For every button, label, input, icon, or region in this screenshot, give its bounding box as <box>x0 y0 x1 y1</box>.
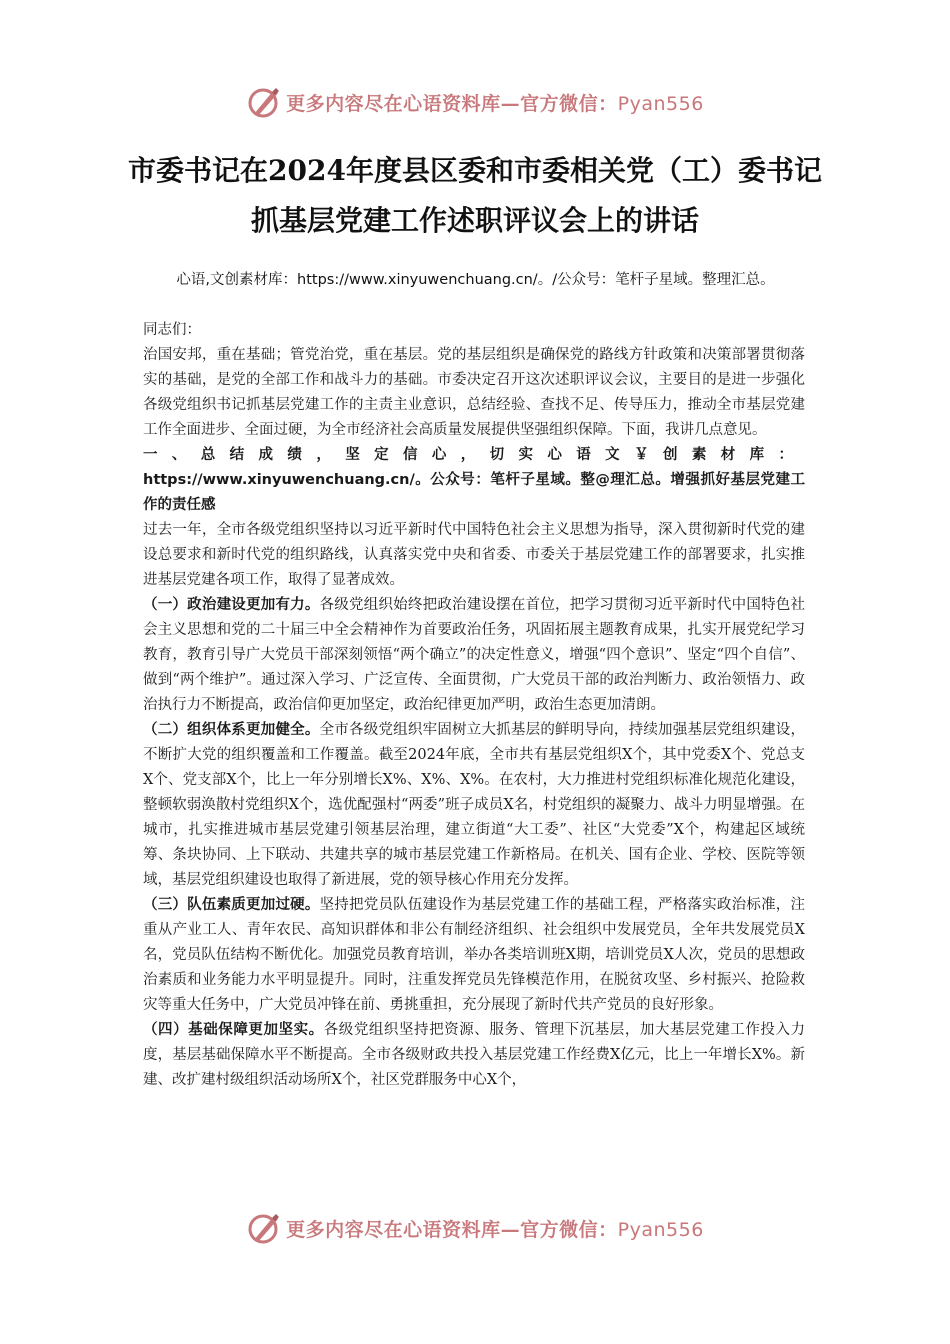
pen-logo-icon <box>246 1210 282 1246</box>
item-paragraph <box>143 718 805 893</box>
item-text: 各级党组织坚持把资源、服务、管理下沉基层，加大基层党建工作投入力度，基层基础保障水平不断提高。全市各级财政共投入基层党建工作经费X亿元，比上一年增长X%。新建、改扩建村级组织活动场所X个，社区党群服务中心X个， <box>143 1022 806 1088</box>
header-banner <box>0 80 950 124</box>
section-1-heading-rest: https://www.xinyuwenchuang.cn/。公众号：笔杆子星域。整@理汇总。增强抓好基层党建工作的责任感 <box>143 472 805 513</box>
item-paragraph <box>143 593 805 718</box>
section-1-paragraph: 过去一年，全市各级党组织坚持以习近平新时代中国特色社会主义思想为指导，深入贯彻新时代党的建设总要求和新时代党的组织路线，认真落实党中央和省委、市委关于基层党建工作的部署要求，扎实推进基层党建各项工作，取得了显著成效。 <box>143 522 805 588</box>
intro-paragraph: 治国安邦，重在基础；管党治党，重在基层。党的基层组织是确保党的路线方针政策和决策部署贯彻落实的基础，是党的全部工作和战斗力的基础。市委决定召开这次述职评议会议，主要目的是进一步强化各级党组织书记抓基层党建工作的主责主业意识，总结经验、查找不足、传导压力，推动全市基层党建工作全面进步、全面过硬，为全市经济社会高质量发展提供坚强组织保障。下面，我讲几点意见。 <box>143 347 805 438</box>
item-text: 各级党组织始终把政治建设摆在首位，把学习贯彻习近平新时代中国特色社会主义思想和党的二十届三中全会精神作为首要政治任务，巩固拓展主题教育成果，扎实开展党纪学习教育，教育引导广大党员干部深刻领悟“两个确立”的决定性意义，增强“四个意识”、坚定“四个自信”、做到“两个维护”。通过深入学习、广泛宣传、全面贯彻，广大党员干部的政治判断力、政治领悟力、政治执行力不断提高，政治信仰更加坚定，政治纪律更加严明，政治生态更加清朗。 <box>143 597 805 713</box>
salutation: 同志们： <box>143 322 201 338</box>
source-note: 心语,文创素材库：https://www.xinyuwenchuang.cn/。/公众号：笔杆子星域。整理汇总。 <box>176 272 775 288</box>
document-title: 市委书记在2024年度县区委和市委相关党（工）委书记抓基层党建工作述职评议会上的讲话 <box>128 154 822 237</box>
item-text: 坚持把党员队伍建设作为基层党建工作的基础工程，严格落实政治标准，注重从产业工人、青年农民、高知识群体和非公有制经济组织、社会组织中发展党员，全年共发展党员X名，党员队伍结构不断优化。加强党员教育培训，举办各类培训班X期，培训党员X人次，党员的思想政治素质和业务能力水平明显提升。同时，注重发挥党员先锋模范作用，在脱贫攻坚、乡村振兴、抢险救灾等重大任务中，广大党员冲锋在前、勇挑重担，充分展现了新时代共产党员的良好形象。 <box>143 897 805 1013</box>
item-label: （一）政治建设更加有力。 <box>143 597 320 613</box>
item-paragraph <box>143 893 805 1018</box>
item-label: （三）队伍素质更加过硬。 <box>143 897 320 913</box>
banner-text: 更多内容尽在心语资料库—官方微信：Pyan556 <box>286 92 704 115</box>
item-label: （二）组织体系更加健全。 <box>143 722 320 738</box>
banner-wechat: Pyan556 <box>617 1218 704 1241</box>
item-text: 全市各级党组织牢固树立大抓基层的鲜明导向，持续加强基层党组织建设，不断扩大党的组织覆盖和工作覆盖。截至2024年底，全市共有基层党组织X个，其中党委X个、党总支X个、党支部X个，比上一年分别增长X%、X%、X%。在农村，大力推进村党组织标准化规范化建设，整顿软弱涣散村党组织X个，选优配强村“两委”班子成员X名，村党组织的凝聚力、战斗力明显增强。在城市，扎实推进城市基层党建引领基层治理，建立街道“大工委”、社区“大党委”X个，构建起区域统筹、条块协同、上下联动、共建共享的城市基层党建工作新格局。在机关、国有企业、学校、医院等领域，基层党组织建设也取得了新进展，党的领导核心作用充分发挥。 <box>143 722 805 888</box>
item-paragraph <box>143 1018 805 1093</box>
banner-text: 更多内容尽在心语资料库—官方微信：Pyan556 <box>286 1218 704 1241</box>
footer-banner <box>0 1206 950 1250</box>
section-1-heading <box>143 443 805 518</box>
document-body <box>143 318 805 1093</box>
banner-wechat: Pyan556 <box>617 92 704 115</box>
pen-logo-icon <box>246 84 282 120</box>
item-label: （四）基础保障更加坚实。 <box>143 1022 324 1038</box>
section-1-heading-lead: 一、总结成绩，坚定信心，切实心语文￥创素材库： <box>143 447 805 463</box>
